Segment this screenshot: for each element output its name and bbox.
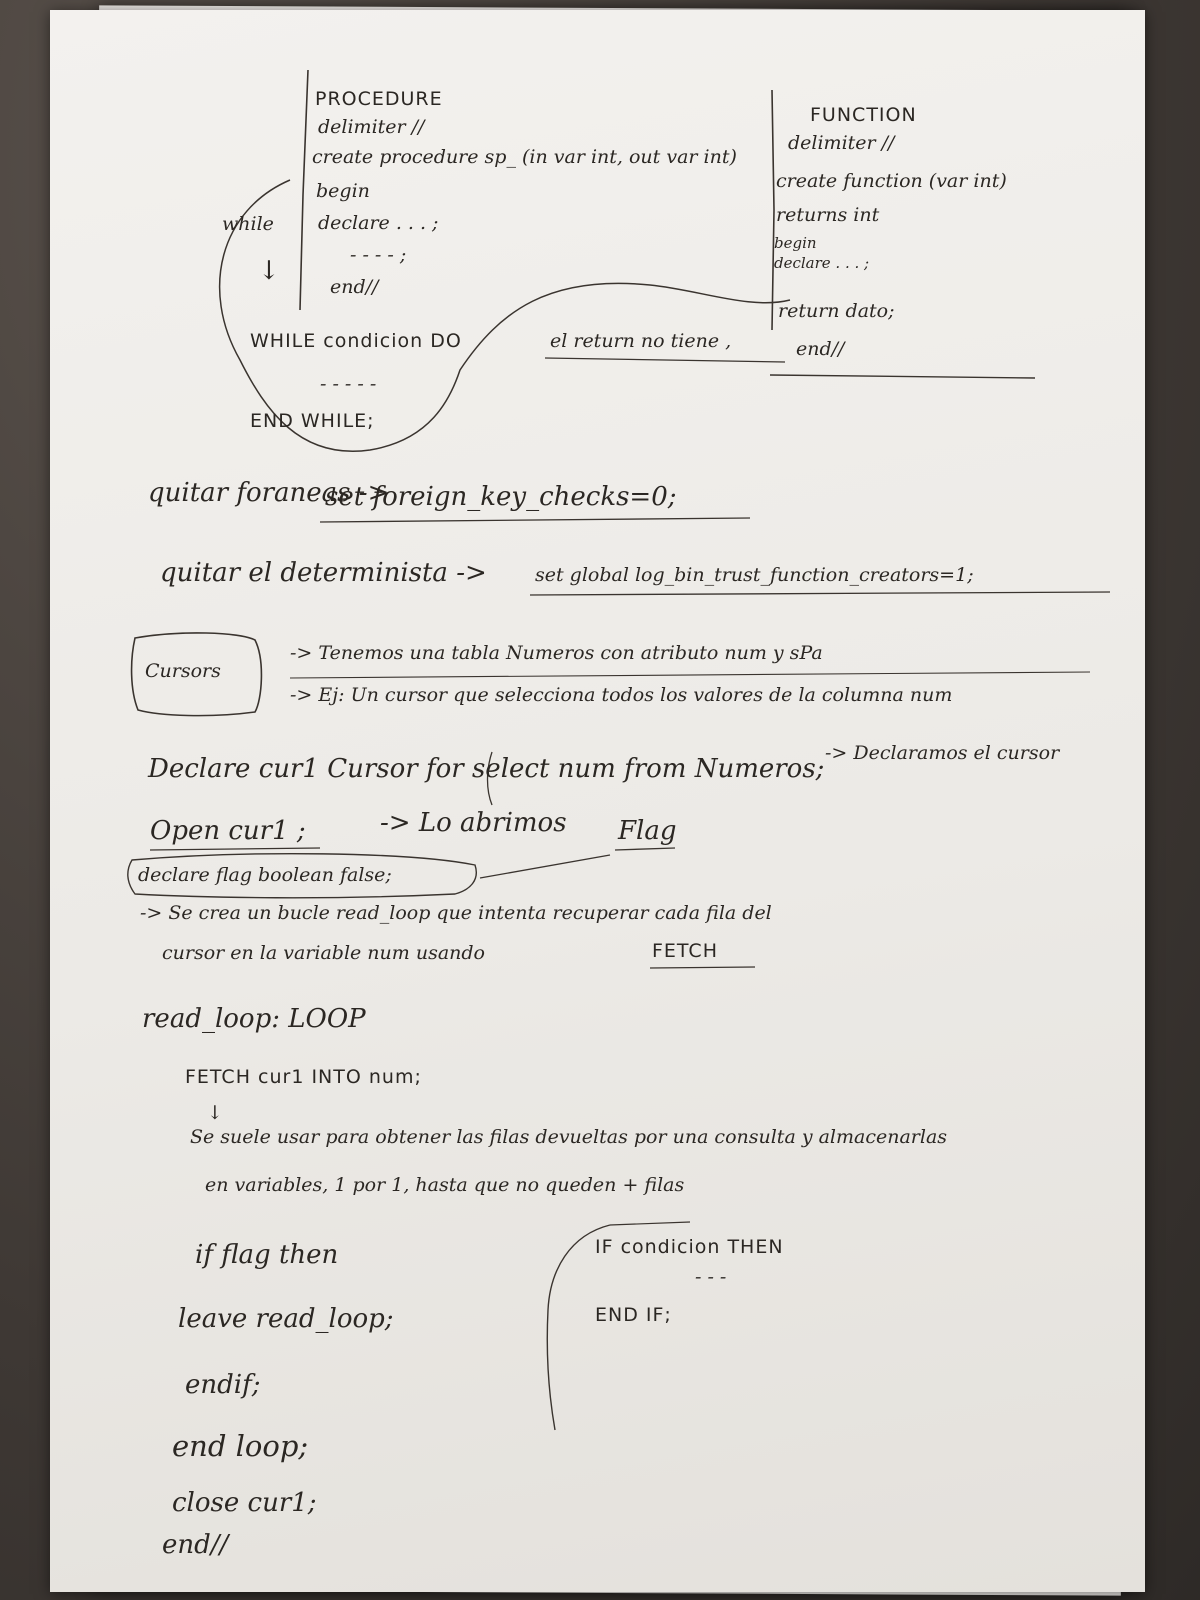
procedure-divider-left [300,70,308,310]
open-arrow-note: -> Lo abrimos [380,808,567,838]
end-if-line: END IF; [595,1304,672,1326]
end-procedure-line: end// [162,1530,229,1560]
function-title: FUNCTION [810,104,917,126]
loop-explain-line1: -> Se crea un bucle read_loop que intenta recuperar cada fila del [140,902,772,924]
procedure-delimiter: delimiter // [318,116,425,138]
function-declare: declare . . . ; [774,254,870,272]
determinista-command: set global log_bin_trust_function_creators=1; [535,564,974,586]
procedure-begin: begin [316,180,370,202]
cursors-line1: -> Tenemos una tabla Numeros con atributo num y sPa [290,642,823,664]
determinista-underline [530,592,1110,595]
procedure-dots: - - - - ; [350,244,407,266]
if-block-top [610,1222,690,1225]
fetch-explain-line1: Se suele usar para obtener las filas devueltas por una consulta y almacenarlas [190,1126,948,1148]
procedure-declare: declare . . . ; [318,212,439,234]
returns-note: el return no tiene , [550,330,732,352]
if-flag-line: if flag then [195,1240,339,1270]
determinista-label: quitar el determinista -> [160,558,487,588]
foreign-keys-command: set foreign_key_checks=0; [325,482,677,512]
if-dots: - - - [695,1266,727,1288]
if-condition-line: IF condicion THEN [595,1236,784,1258]
fetch-underline [650,967,755,968]
function-end: end// [796,338,845,360]
cursors-box-label: Cursors [145,660,221,682]
function-return: return dato; [778,300,895,322]
function-create: create function (var int) [776,170,1007,192]
procedure-divider-right [772,90,774,330]
function-begin: begin [774,234,817,252]
open-cursor-code: Open cur1 ; [150,816,306,846]
flag-arrow [480,855,610,878]
fetch-arrow-icon: ↓ [207,1102,223,1124]
declare-cursor-code: Declare cur1 Cursor for select num from Numeros; [148,754,825,784]
returns-note-underline [545,358,785,362]
cursors-line2: -> Ej: Un cursor que selecciona todos los valores de la columna num [290,684,953,706]
procedure-title: PROCEDURE [315,88,443,110]
declare-cursor-note: -> Declaramos el cursor [825,742,1060,764]
cursors-line1-underline [290,672,1090,678]
while-label: while [222,213,274,235]
while-condition-line: WHILE condicion DO [250,330,462,352]
hand-drawn-strokes [50,10,1145,1592]
function-delimiter: delimiter // [788,132,895,154]
while-dots: - - - - - [320,373,377,395]
flag-word: Flag [618,816,677,846]
fetch-keyword: FETCH [652,940,718,962]
fetch-explain-line2: en variables, 1 por 1, hasta que no queden + filas [205,1174,685,1196]
end-while-line: END WHILE; [250,410,375,432]
foreign-keys-label: quitar foraneas -> [148,478,390,508]
close-cursor-line: close cur1; [172,1488,317,1518]
function-underline [770,375,1035,378]
read-loop-start: read_loop: LOOP [142,1004,366,1034]
fetch-into-line: FETCH cur1 INTO num; [185,1066,422,1088]
end-loop-line: end loop; [172,1429,309,1463]
declare-flag-code: declare flag boolean false; [138,864,392,886]
loop-explain-line2-prefix: cursor en la variable num usando [162,942,485,964]
open-underline [150,848,320,850]
foreign-key-underline [320,518,750,522]
procedure-create: create procedure sp_ (in var int, out var int) [312,146,737,168]
while-arrow-icon: ↓ [258,256,280,286]
endif-line: endif; [185,1370,261,1400]
notebook-page [50,10,1145,1592]
procedure-end: end// [330,276,379,298]
function-returns: returns int [776,204,880,226]
flag-underline [615,848,675,850]
leave-loop-line: leave read_loop; [178,1304,394,1334]
